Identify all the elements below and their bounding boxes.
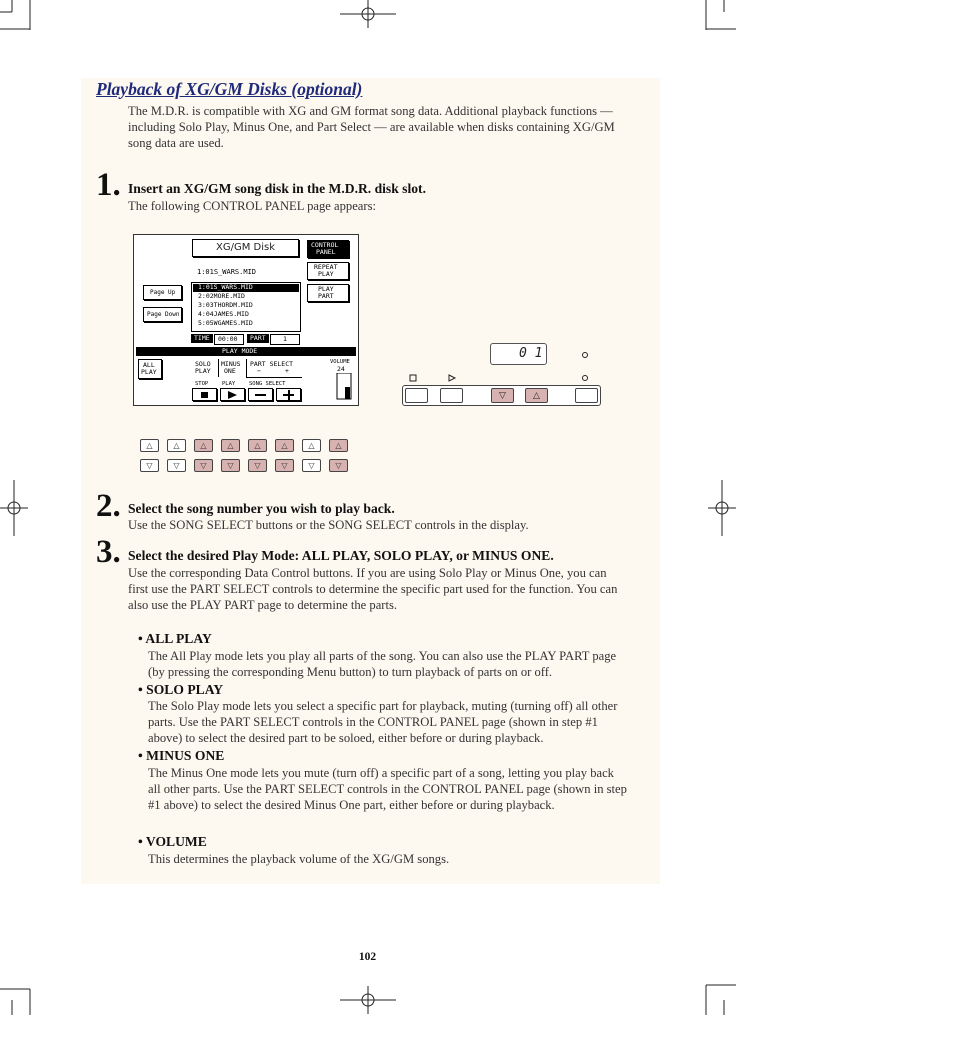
triangle-down-icon: ▽: [200, 460, 207, 470]
triangle-up-icon: △: [308, 440, 315, 450]
play-part-button[interactable]: PLAY PART: [307, 284, 349, 302]
stop-icon: [201, 392, 208, 398]
triangle-down-icon: ▽: [227, 460, 234, 470]
data-control-up-button[interactable]: [302, 439, 321, 452]
stop-label: STOP: [195, 381, 209, 387]
triangle-down-icon: ▽: [335, 460, 342, 470]
solo-play-button[interactable]: SOLO PLAY: [195, 360, 211, 375]
data-control-up-button[interactable]: [275, 439, 294, 452]
play-mode-bar: PLAY MODE: [136, 347, 356, 356]
song-list-item[interactable]: 3:03THORDM.MID: [198, 301, 253, 309]
triangle-up-icon: △: [200, 440, 207, 450]
data-control-down-button[interactable]: [248, 459, 267, 472]
control-panel-screen: [133, 234, 359, 406]
mdr-play-button[interactable]: [440, 388, 463, 403]
step-3-text: Use the corresponding Data Control buttons. If you are using Solo Play or Minus One, you can first use the PART SELECT controls to determine the specific part used for the function. You can also use the PLAY PART page to determine the parts.: [128, 566, 618, 612]
song-select-up-button[interactable]: [276, 388, 301, 401]
page-title: Playback of XG/GM Disks (optional): [96, 79, 363, 99]
mode-volume-text: This determines the playback volume of the XG/GM songs.: [148, 852, 450, 866]
step-1-number: 1.: [96, 167, 121, 203]
play-button[interactable]: [220, 388, 245, 401]
page-number: 102: [358, 951, 377, 963]
mode-all-play-text: The All Play mode lets you play all parts of the song. You can also use the PLAY PART page (by pressing the corresponding Menu button) to turn playback of parts on or off.: [148, 649, 617, 679]
data-control-down-button[interactable]: [329, 459, 348, 472]
data-control-down-button[interactable]: [167, 459, 186, 472]
part-label-box: PART: [247, 334, 269, 343]
data-control-down-button[interactable]: [194, 459, 213, 472]
mdr-eject-button[interactable]: [575, 388, 598, 403]
screen-header: XG/GM Disk: [192, 239, 299, 257]
triangle-up-icon: △: [227, 440, 234, 450]
data-control-buttons: [140, 439, 352, 471]
triangle-down-icon: ▽: [173, 460, 180, 470]
song-select-label: SONG SELECT: [249, 381, 286, 387]
current-song: 1:01S_WARS.MID: [197, 268, 257, 276]
data-control-down-button[interactable]: [221, 459, 240, 472]
triangle-down-icon: ▽: [254, 460, 261, 470]
volume-slider[interactable]: [334, 373, 354, 401]
mdr-song-up-button[interactable]: △: [525, 388, 548, 403]
mdr-button-strip: [402, 385, 601, 406]
mdr-stop-button[interactable]: [405, 388, 428, 403]
data-control-up-button[interactable]: [140, 439, 159, 452]
song-list-item[interactable]: 4:04JAMES.MID: [198, 310, 249, 318]
song-list-item[interactable]: 5:05WGAMES.MID: [198, 319, 253, 327]
step-2-text: Use the SONG SELECT buttons or the SONG SELECT controls in the display.: [128, 518, 529, 532]
step-1-text: The following CONTROL PANEL page appears:: [128, 199, 376, 213]
part-display: 1: [270, 334, 300, 345]
triangle-up-icon: △: [281, 440, 288, 450]
page-up-button[interactable]: Page Up: [143, 285, 182, 300]
step-1-heading: Insert an XG/GM song disk in the M.D.R. disk slot.: [128, 181, 426, 196]
step-2-number: 2.: [96, 488, 121, 524]
part-select-plus[interactable]: +: [285, 367, 289, 375]
mode-all-play-label: • ALL PLAY: [138, 631, 212, 646]
control-panel-button[interactable]: CONTROL PANEL: [307, 240, 349, 258]
mode-solo-play-label: • SOLO PLAY: [138, 682, 224, 697]
intro-text: The M.D.R. is compatible with XG and GM format song data. Additional playback functions — including Solo Play, Minus One, and Part Select — are available when disks containing XG/GM song data are used.: [128, 104, 615, 150]
repeat-play-button[interactable]: REPEAT PLAY: [307, 262, 349, 280]
data-control-up-button[interactable]: [167, 439, 186, 452]
data-control-down-button[interactable]: [275, 459, 294, 472]
triangle-up-icon: △: [335, 440, 342, 450]
mode-volume-label: • VOLUME: [138, 834, 207, 849]
volume-label: VOLUME: [330, 359, 350, 365]
step-3-heading: Select the desired Play Mode: ALL PLAY, SOLO PLAY, or MINUS ONE.: [128, 548, 554, 563]
play-small-icon: [447, 374, 457, 384]
mdr-display-value: 0 1: [519, 346, 543, 361]
data-control-up-button[interactable]: [248, 439, 267, 452]
triangle-up-icon: △: [146, 440, 153, 450]
data-control-down-button[interactable]: [302, 459, 321, 472]
song-list-item[interactable]: 1:01S_WARS.MID: [198, 283, 253, 291]
time-display: 00:00: [214, 334, 244, 345]
page-down-button[interactable]: Page Down: [143, 307, 182, 322]
data-control-down-button[interactable]: [140, 459, 159, 472]
triangle-up-icon: △: [173, 440, 180, 450]
triangle-up-icon: △: [254, 440, 261, 450]
mdr-song-down-button[interactable]: ▽: [491, 388, 514, 403]
play-label: PLAY: [222, 381, 236, 387]
mdr-display: [490, 343, 547, 365]
step-3-number: 3.: [96, 534, 121, 570]
stop-small-icon: [409, 374, 419, 384]
volume-value: 24: [337, 365, 345, 373]
mode-minus-one-label: • MINUS ONE: [138, 748, 225, 763]
data-control-up-button[interactable]: [194, 439, 213, 452]
song-list-item[interactable]: 2:02MORE.MID: [198, 292, 245, 300]
time-label-box: TIME: [191, 334, 213, 343]
triangle-down-icon: ▽: [281, 460, 288, 470]
part-select-minus[interactable]: −: [257, 367, 261, 375]
all-play-button[interactable]: ALL PLAY: [138, 359, 162, 379]
triangle-down-icon: ▽: [308, 460, 315, 470]
minus-one-button[interactable]: MINUS ONE: [218, 359, 243, 377]
data-control-up-button[interactable]: [221, 439, 240, 452]
play-icon: [228, 391, 237, 399]
mode-minus-one-text: The Minus One mode lets you mute (turn off) a specific part of a song, letting you play back all other parts. Use the PART SELECT controls in the CONTROL PANEL page (shown in step #1 above) to select the desired Minus One part, either before or during playback.: [148, 766, 627, 812]
data-control-up-button[interactable]: [329, 439, 348, 452]
mode-solo-play-text: The Solo Play mode lets you select a specific part for playback, muting (turning off) all other parts. Use the PART SELECT controls in the CONTROL PANEL page (shown in step #1 above) to select the desired part to be soloed, either before or during playback.: [148, 699, 618, 745]
triangle-down-icon: ▽: [146, 460, 153, 470]
step-2-heading: Select the song number you wish to play back.: [128, 501, 395, 516]
mdr-indicator-lamps: [580, 350, 590, 384]
song-select-down-button[interactable]: [248, 388, 273, 401]
minus-icon: [255, 394, 266, 396]
stop-button[interactable]: [192, 388, 217, 401]
part-select-control[interactable]: PART SELECT − +: [246, 359, 302, 378]
song-list[interactable]: [191, 282, 301, 332]
